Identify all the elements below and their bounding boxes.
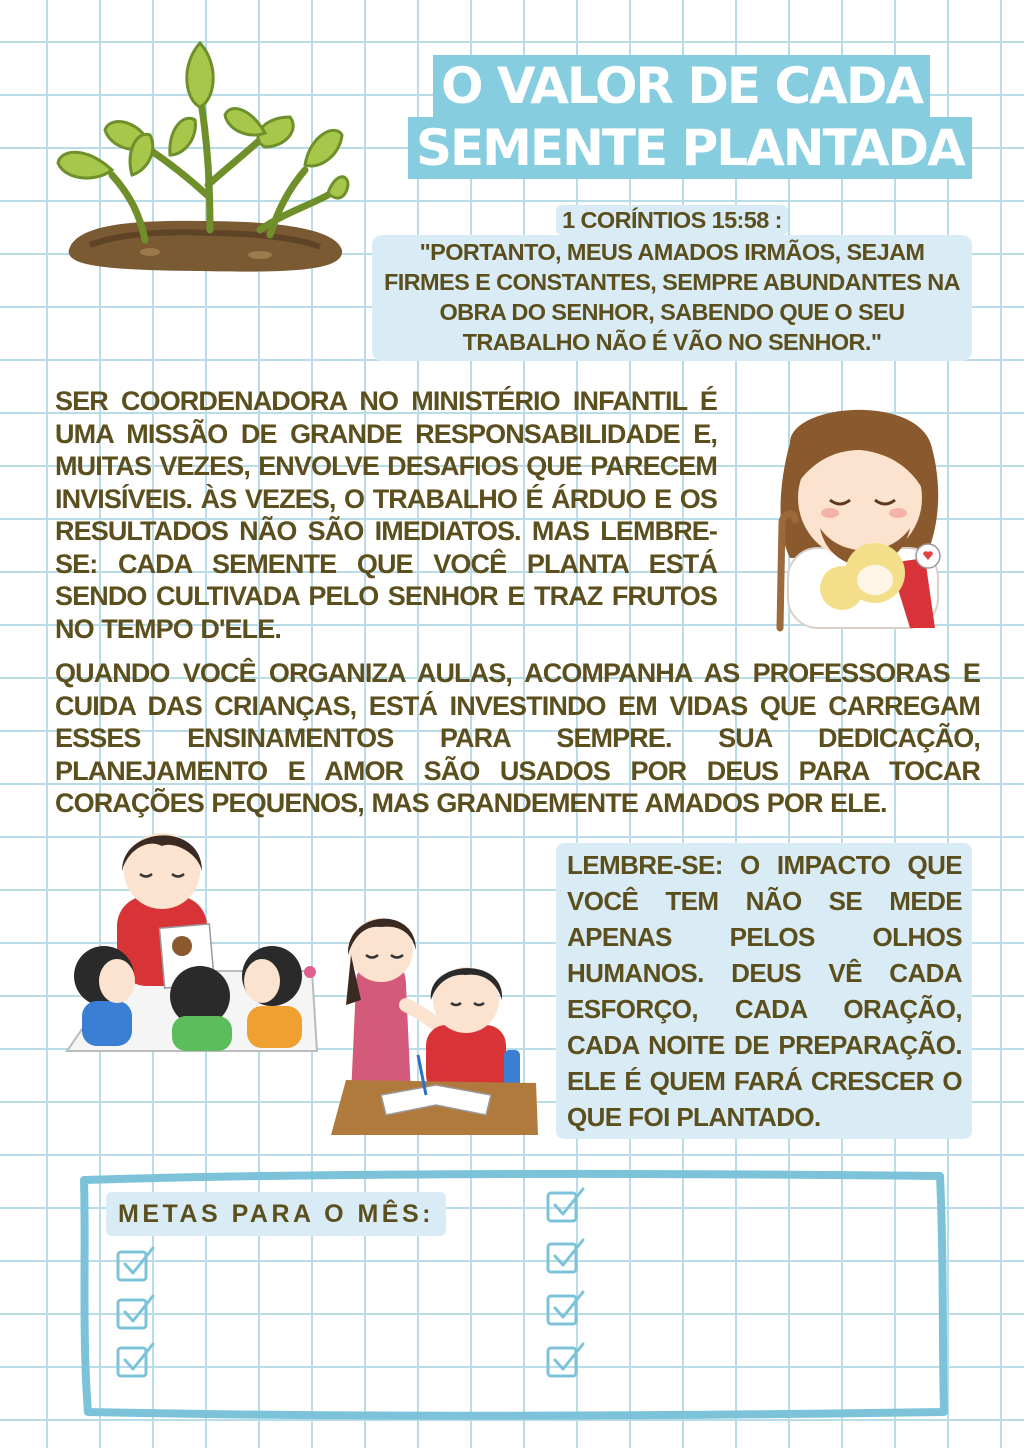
checkbox-check-icon[interactable] [115,1340,157,1380]
seedling-illustration [50,35,350,280]
teacher-with-children-illustration [62,826,324,1058]
page-title-line-1: O VALOR DE CADA [433,55,930,117]
checkbox-check-icon[interactable] [115,1244,157,1284]
verse-reference: 1 CORÍNTIOS 15:58 : [556,205,788,235]
checkbox-check-icon[interactable] [545,1236,587,1276]
bible-verse [372,205,972,361]
reminder-box: LEMBRE-SE: O IMPACTO QUE VOCÊ TEM NÃO SE MEDE APENAS PELOS OLHOS HUMANOS. DEUS VÊ CADA ESFORÇO, CADA ORAÇÃO, CADA NOITE DE PREPARAÇÃO. ELE É QUEM FARÁ CRESCER O QUE FOI PLANTADO. [556,843,972,1139]
body-paragraph: QUANDO VOCÊ ORGANIZA AULAS, ACOMPANHA AS PROFESSORAS E CUIDA DAS CRIANÇAS, ESTÁ INVESTINDO EM VIDAS QUE CARREGAM ESSES ENSINAMENTOS PARA SEMPRE. SUA DEDICAÇÃO, PLANEJAMENTO E AMOR SÃO USADOS POR DEUS PARA TOCAR CORAÇÕES PEQUENOS, MAS GRANDEMENTE AMADOS POR ELE. [55,658,980,818]
checkbox-check-icon[interactable] [545,1340,587,1380]
goals-label: METAS PARA O MÊS: [106,1192,446,1236]
intro-paragraph: SER COORDENADORA NO MINISTÉRIO INFANTIL É UMA MISSÃO DE GRANDE RESPONSABILIDADE E, MUITAS VEZES, ENVOLVE DESAFIOS QUE PARECEM INVISÍVEIS. ÀS VEZES, O TRABALHO É ÁRDUO E OS RESULTADOS NÃO SÃO IMEDIATOS. MAS LEMBRE-SE: CADA SEMENTE QUE VOCÊ PLANTA ESTÁ SENDO CULTIVADA PELO SENHOR E TRAZ FRUTOS NO TEMPO D'ELE. [55,386,717,644]
checkbox-check-icon[interactable] [545,1288,587,1328]
checkbox-check-icon[interactable] [545,1185,587,1225]
jesus-holding-lamb-illustration [760,388,952,636]
checkbox-check-icon[interactable] [115,1292,157,1332]
verse-text: "PORTANTO, MEUS AMADOS IRMÃOS, SEJAM FIRMES E CONSTANTES, SEMPRE ABUNDANTES NA OBRA DO SENHOR, SABENDO QUE O SEU TRABALHO NÃO É VÃO NO SENHOR." [372,235,972,361]
page-title-line-2: SEMENTE PLANTADA [408,117,972,179]
woman-helping-child-study-illustration [326,905,544,1137]
